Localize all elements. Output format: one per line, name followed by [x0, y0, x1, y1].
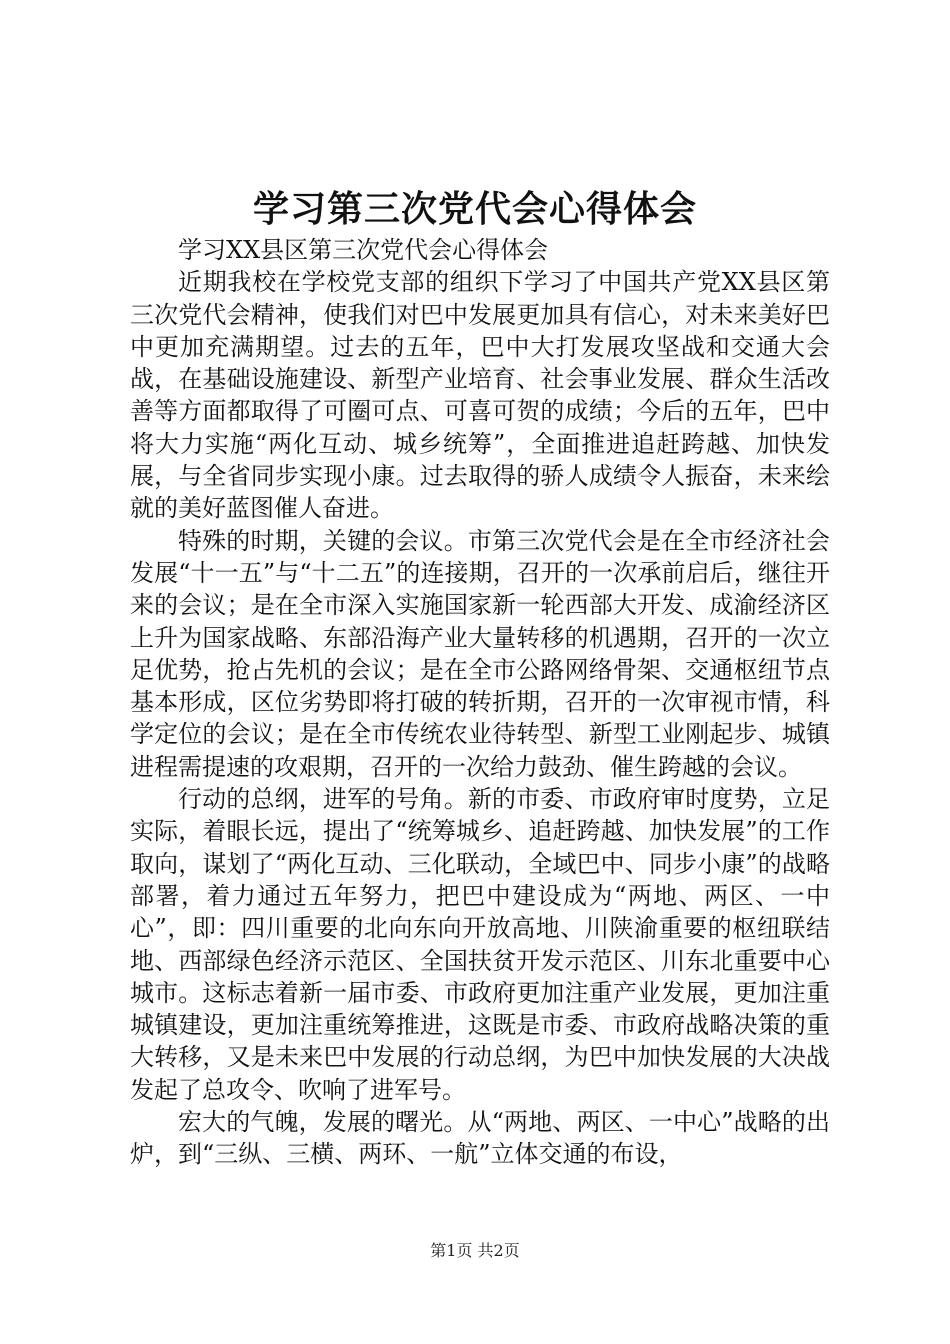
- paragraph: 特殊的时期，关键的会议。市第三次党代会是在全市经济社会发展“十一五”与“十二五”的连接期，召开的一次承前启后，继往开来的会议；是在全市深入实施国家新一轮西部大开发、成渝经济区上升为国家战略、东部沿海产业大量转移的机遇期，召开的一次立足优势，抢占先机的会议；是在全市公路网络骨架、交通枢纽节点基本形成，区位劣势即将打破的转折期，召开的一次审视市情，科学定位的会议；是在全市传统农业待转型、新型工业刚起步、城镇进程需提速的攻艰期，召开的一次给力鼓劲、催生跨越的会议。: [130, 526, 830, 781]
- page-number-footer: 第1页 共2页: [430, 1241, 520, 1260]
- paragraph: 行动的总纲，进军的号角。新的市委、市政府审时度势，立足实际，着眼长远，提出了“统筹城乡、追赶跨越、加快发展”的工作取向，谋划了“两化互动、三化联动，全域巴中、同步小康”的战略部署，着力通过五年努力，把巴中建设成为“两地、两区、一中心”，即：四川重要的北向东向开放高地、川陕渝重要的枢纽联结地、西部绿色经济示范区、全国扶贫开发示范区、川东北重要中心城市。这标志着新一届市委、市政府更加注重产业发展，更加注重城镇建设，更加注重统筹推进，这既是市委、市政府战略决策的重大转移，又是未来巴中发展的行动总纲，为巴中加快发展的大决战发起了总攻令、吹响了进军号。: [130, 785, 830, 1104]
- document-title: 学习第三次党代会心得体会: [252, 188, 697, 230]
- paragraph: 近期我校在学校党支部的组织下学习了中国共产党XX县区第三次党代会精神，使我们对巴中发展更加具有信心，对未来美好巴中更加充满期望。过去的五年，巴中大打发展攻坚战和交通大会战，在基础设施建设、新型产业培育、社会事业发展、群众生活改善等方面都取得了可圈可点、可喜可贺的成绩；今后的五年，巴中将大力实施“两化互动、城乡统筹”，全面推进追赶跨越、加快发展，与全省同步实现小康。过去取得的骄人成绩令人振奋，未来绘就的美好蓝图催人奋进。: [130, 268, 830, 523]
- document-body: [130, 234, 830, 1171]
- paragraph: 宏大的气魄，发展的曙光。从“两地、两区、一中心”战略的出炉，到“三纵、三横、两环、一航”立体交通的布设，: [130, 1108, 830, 1169]
- paragraph-subtitle: 学习XX县区第三次党代会心得体会: [178, 236, 549, 264]
